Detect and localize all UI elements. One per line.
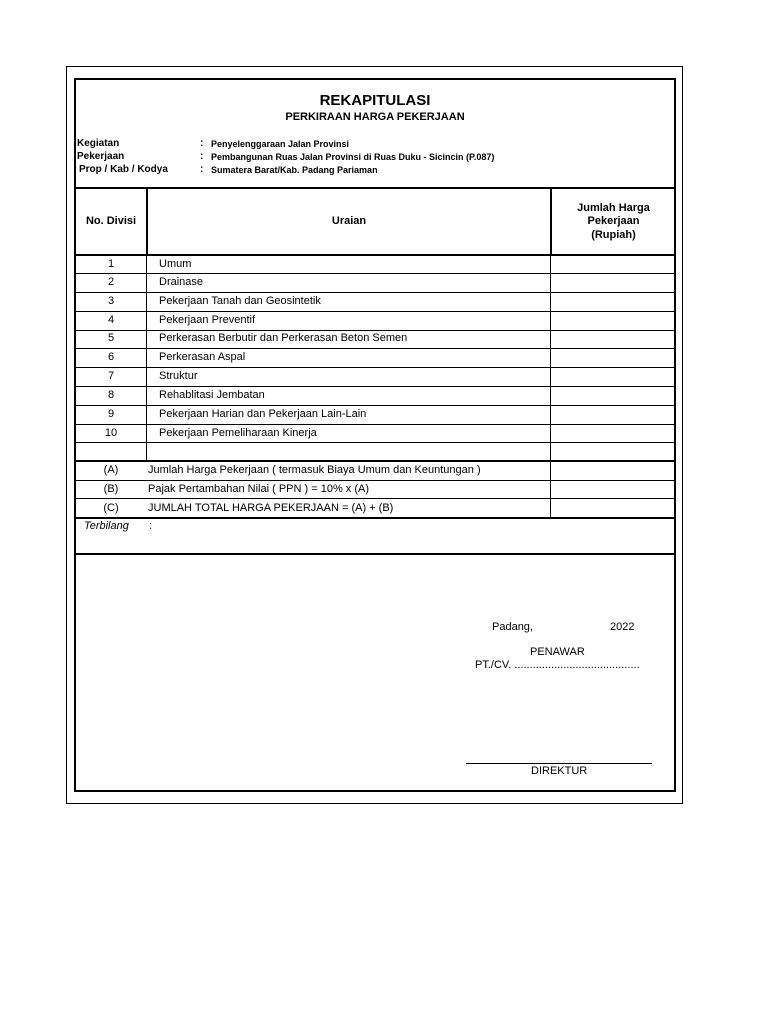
row-divider — [75, 442, 675, 443]
header-jumlah-harga-line3: (Rupiah) — [591, 229, 636, 241]
summary-code: (A) — [103, 464, 119, 476]
document-title: REKAPITULASI — [319, 92, 431, 109]
row-uraian: Pekerjaan Tanah dan Geosintetik — [159, 295, 321, 307]
signature-line — [466, 763, 652, 764]
row-uraian: Rehablitasi Jembatan — [159, 389, 265, 401]
info-colon: : — [200, 164, 204, 175]
table-header-border — [75, 254, 675, 256]
summary-text: Pajak Pertambahan Nilai ( PPN ) = 10% x (A) — [148, 483, 370, 495]
row-divider — [75, 405, 675, 406]
summary-text: Jumlah Harga Pekerjaan ( termasuk Biaya Umum dan Keuntungan ) — [148, 464, 481, 476]
row-uraian: Perkerasan Berbutir dan Perkerasan Beton Semen — [159, 332, 408, 344]
signature-year: 2022 — [610, 621, 635, 633]
info-label-prop: Prop / Kab / Kodya — [79, 164, 168, 175]
info-value-kegiatan: Penyelenggaraan Jalan Provinsi — [211, 139, 350, 149]
summary-top-border — [75, 460, 675, 462]
signature-position: DIREKTUR — [531, 765, 588, 777]
row-number: 2 — [107, 276, 115, 288]
row-number: 1 — [107, 258, 115, 270]
row-number: 4 — [107, 314, 115, 326]
row-divider — [75, 386, 675, 387]
row-number: 3 — [107, 295, 115, 307]
row-number: 9 — [107, 408, 115, 420]
row-number: 7 — [107, 370, 115, 382]
info-label-pekerjaan: Pekerjaan — [77, 151, 125, 162]
document-subtitle: PERKIRAAN HARGA PEKERJAAN — [285, 111, 465, 123]
summary-code: (B) — [103, 483, 119, 495]
row-uraian: Perkerasan Aspal — [159, 351, 246, 363]
row-uraian: Struktur — [159, 370, 198, 382]
row-divider — [75, 311, 675, 312]
header-jumlah-harga-line1: Jumlah Harga — [577, 202, 650, 214]
info-colon: : — [200, 151, 204, 162]
terbilang-colon: : — [149, 520, 153, 532]
header-uraian: Uraian — [331, 215, 367, 227]
summary-divider — [75, 480, 675, 481]
col-divider-harga — [550, 255, 551, 518]
row-number: 10 — [104, 427, 118, 439]
row-number: 5 — [107, 332, 115, 344]
signature-role: PENAWAR — [530, 646, 585, 658]
info-value-prop: Sumatera Barat/Kab. Padang Pariaman — [211, 165, 378, 175]
row-divider — [75, 424, 675, 425]
header-jumlah-harga-line2: Pekerjaan — [587, 215, 640, 227]
summary-code: (C) — [103, 502, 119, 514]
header-no-divisi: No. Divisi — [85, 215, 137, 227]
row-number: 8 — [107, 389, 115, 401]
info-value-pekerjaan: Pembangunan Ruas Jalan Provinsi di Ruas Duku - Sicincin (P.087) — [211, 152, 495, 162]
terbilang-label: Terbilang — [84, 520, 129, 532]
row-uraian: Umum — [159, 258, 192, 270]
terbilang-bottom-border — [75, 553, 675, 555]
row-uraian: Drainase — [159, 276, 204, 288]
summary-divider — [75, 498, 675, 499]
info-label-kegiatan: Kegiatan — [77, 138, 120, 149]
row-uraian: Pekerjaan Harian dan Pekerjaan Lain-Lain — [159, 408, 367, 420]
signature-place: Padang, — [492, 621, 533, 633]
col-divider-no — [146, 255, 147, 461]
row-uraian: Pekerjaan Preventif — [159, 314, 255, 326]
row-divider — [75, 292, 675, 293]
row-divider — [75, 367, 675, 368]
summary-text: JUMLAH TOTAL HARGA PEKERJAAN = (A) + (B) — [148, 502, 394, 514]
signature-company: PT./CV. ......................................... — [475, 659, 640, 671]
row-number: 6 — [107, 351, 115, 363]
row-uraian: Pekerjaan Pemeliharaan Kinerja — [159, 427, 317, 439]
row-divider — [75, 348, 675, 349]
summary-bottom-border — [75, 517, 675, 519]
table-top-border — [75, 187, 675, 189]
row-divider — [75, 273, 675, 274]
row-divider — [75, 330, 675, 331]
info-colon: : — [200, 138, 204, 149]
